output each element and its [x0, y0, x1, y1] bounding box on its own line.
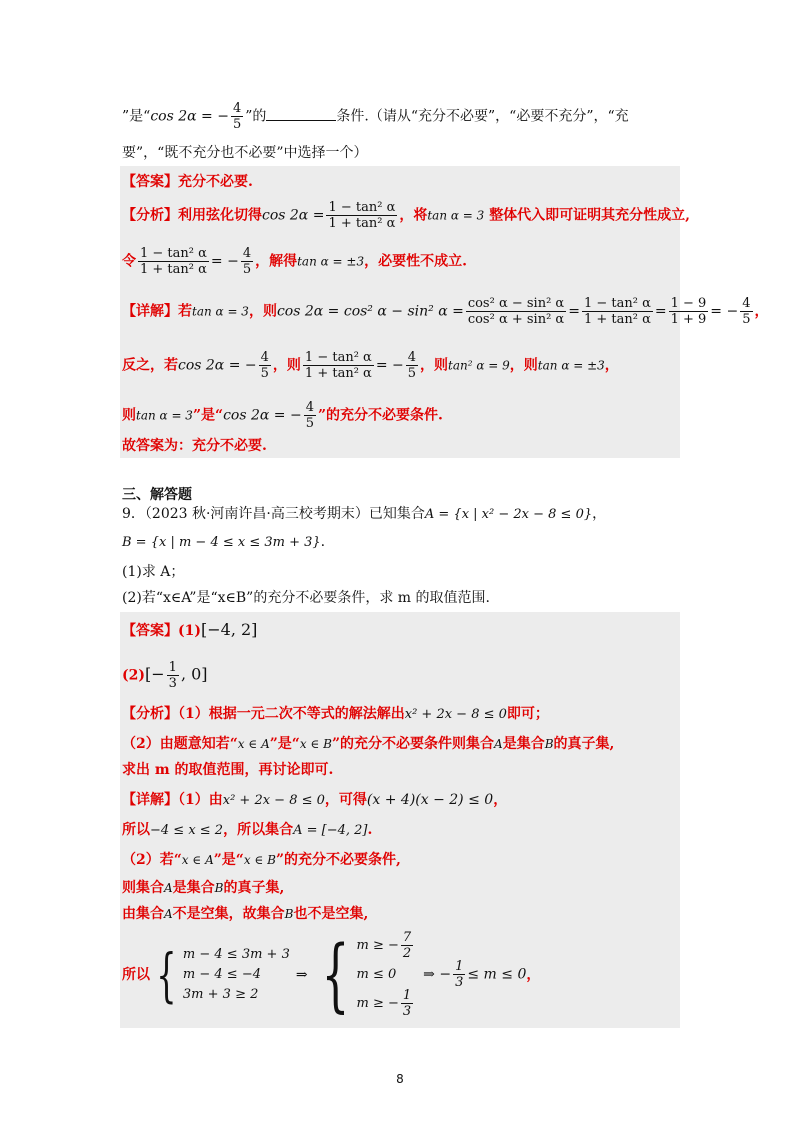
q9-detail3: （2）若“x ∈ A”是“x ∈ B”的充分不必要条件, — [122, 852, 401, 868]
q9-detail4: 则集合A是集合B的真子集, — [122, 880, 285, 896]
q9-detail5: 由集合A不是空集，故集合B也不是空集, — [122, 906, 369, 922]
q8-answer: 【答案】充分不必要. — [122, 174, 253, 190]
q9-analysis3: 求出 m 的取值范围，再讨论即可. — [122, 762, 334, 778]
q9-detail2: 所以−4 ≤ x ≤ 2，所以集合A = [−4, 2]. — [122, 822, 373, 838]
q9-answer1: 【答案】(1)[−4, 2] — [122, 620, 258, 639]
q8-stem-line1: ”是“cos 2α = − $\frac{4}{5}$ ”的 条件.（请从“充分不必要”，“必要不充分”，“充 — [122, 101, 629, 132]
q9-answer2: (2)[− $\frac{1}{3}$ , 0] — [122, 660, 208, 691]
q9-system-line: 所以 { m − 4 ≤ 3m + 3 m − 4 ≤ −4 3m + 3 ≥ 2 ⇒ { m ≥ − $\frac{7}{2}$ m ≤ 0 m ≥ − $\frac{1}{3}$ ⇒ − $\frac{1}{3}$ ≤ m ≤ 0， — [122, 927, 541, 1021]
q9-part2: (2)若“x∈A”是“x∈B”的充分不必要条件，求 m 的取值范围. — [122, 590, 490, 606]
q8-analysis-line1: 【分析】利用弦化切得cos 2α = $\frac{\text{1 − tan² α}}{\text{1 + tan² α}}$ ，将tan α = 3 整体代入即可证明其充分性成立, — [122, 200, 691, 231]
section-heading: 三、解答题 — [122, 487, 192, 503]
left-brace: { — [156, 940, 177, 1009]
page-number: 8 — [396, 1072, 404, 1086]
q8-stem-line2: 要”，“既不充分也不必要”中选择一个） — [122, 145, 368, 161]
q8-detail-line1: 【详解】若tan α = 3，则cos 2α = cos² α − sin² α = $\frac{\text{cos² α − sin² α}}{\text{cos² α + sin² α}}$ = $\frac{\text{1 − tan² α}}{\text{1 + tan² α}}$ = $\frac{1 - 9}{1 + 9}$ = − $\frac{4}{5}$ ， — [122, 296, 769, 327]
q9-part1: (1)求 A； — [122, 564, 185, 580]
inequality-system-1: m − 4 ≤ 3m + 3 m − 4 ≤ −4 3m + 3 ≥ 2 — [182, 946, 290, 1002]
q8-analysis-line2: 令 $\frac{\text{1 − tan² α}}{\text{1 + tan² α}}$ = − $\frac{4}{5}$ ，解得tan α = ±3，必要性不成立. — [122, 246, 467, 277]
q9-analysis1: 【分析】（1）根据一元二次不等式的解法解出x² + 2x − 8 ≤ 0即可； — [122, 706, 549, 722]
answer-blank — [266, 106, 336, 121]
q9-stem-line2: B = {x | m − 4 ≤ x ≤ 3m + 3}. — [122, 534, 326, 550]
q8-final-answer: 故答案为：充分不必要. — [122, 438, 267, 454]
left-brace-large: { — [321, 927, 350, 1021]
q9-analysis2: （2）由题意知若“x ∈ A”是“x ∈ B”的充分不必要条件则集合A是集合B的真子集, — [122, 736, 615, 752]
result-range: ⇒ − $\frac{1}{3}$ ≤ m ≤ 0 — [423, 959, 527, 990]
q9-detail1: 【详解】（1）由x² + 2x − 8 ≤ 0，可得(x + 4)(x − 2) ≤ 0， — [122, 792, 508, 808]
q9-stem-line1: 9．（2023 秋·河南许昌·高三校考期末）已知集合A = {x | x² − 2x − 8 ≤ 0}， — [122, 506, 607, 522]
q8-detail-line3: 则tan α = 3”是“cos 2α = − $\frac{4}{5}$ ”的充分不必要条件. — [122, 400, 443, 431]
q8-detail-line2: 反之，若cos 2α = − $\frac{4}{5}$ ，则 $\frac{\text{1 − tan² α}}{\text{1 + tan² α}}$ = − $\frac{4}{5}$ ，则tan² α = 9，则tan α = ±3， — [122, 350, 619, 381]
inequality-system-2: m ≥ − $\frac{7}{2}$ m ≤ 0 m ≥ − $\frac{1}{3}$ — [356, 930, 412, 1019]
